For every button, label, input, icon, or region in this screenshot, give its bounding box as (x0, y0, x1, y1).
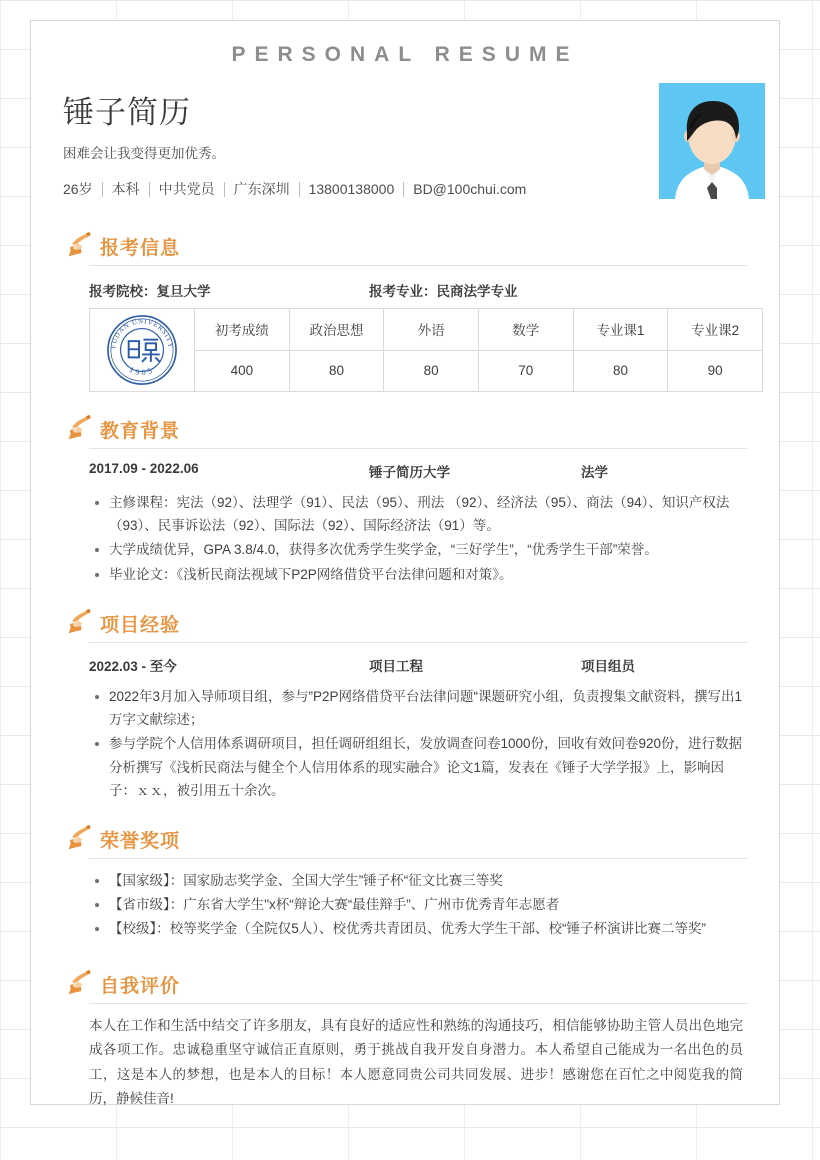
contact-phone: 13800138000 (308, 181, 395, 197)
section-divider (89, 642, 747, 643)
contact-location: 广东深圳 (233, 181, 290, 197)
section-header (63, 412, 747, 442)
svg-text:1905: 1905 (127, 364, 157, 378)
svg-text:FUDAN UNIVERSITY: FUDAN UNIVERSITY (109, 317, 175, 350)
section-title: 自我评价 (100, 975, 181, 997)
candidate-motto: 困难会让我变得更加优秀。 (63, 146, 225, 161)
self-evaluation-text: 本人在工作和生活中结交了许多朋友，具有良好的适应性和熟练的沟通技巧，相信能够协助主管人员出色地完成各项工作。忠诚稳重坚守诚信正直原则，勇于挑战自我开发自身潜力。本人希望自己能成为一名出色的员工，这是本人的梦想，也是本人的目标！本人愿意同贵公司共同发展、进步！感谢您在百忙之中阅览我的简历，静候佳音! (89, 1017, 743, 1107)
contact-email: BD@100chui.com (413, 181, 527, 197)
section-apply-info (31, 229, 779, 392)
list-item: 【校级】：校等奖学金（全院仅5人）、校优秀共青团员、优秀大学生干部、校“锤子杯演讲比赛二等奖” (107, 917, 747, 940)
section-self-evaluation (31, 967, 779, 1112)
table-header-cell: 专业课1 (573, 309, 668, 351)
university-logo-cell (90, 309, 195, 392)
list-item: 【国家级】：国家励志奖学金、全国大学生”锤子杯“征文比赛三等奖 (107, 869, 747, 892)
education-bullet-list (89, 491, 747, 586)
project-period: 2022.03 - 至今 (89, 658, 177, 674)
table-value-cell: 80 (573, 350, 668, 392)
section-divider (89, 265, 747, 266)
section-title: 教育背景 (100, 421, 181, 442)
table-value-cell: 400 (195, 350, 290, 392)
section-header (63, 967, 747, 997)
section-education (31, 412, 779, 586)
section-project-experience (31, 606, 779, 802)
hand-with-pen-icon (63, 967, 93, 997)
hand-with-pen-icon (63, 229, 93, 259)
contact-divider (403, 182, 404, 197)
contact-age: 26岁 (63, 181, 93, 197)
header-section (31, 75, 779, 209)
contact-divider (149, 182, 150, 197)
education-major: 法学 (581, 465, 608, 480)
honors-bullet-list (89, 869, 747, 941)
section-divider (89, 448, 747, 449)
section-honors (31, 822, 779, 941)
contact-divider (224, 182, 225, 197)
table-header-cell: 专业课2 (668, 309, 763, 351)
avatar (659, 83, 765, 199)
candidate-name: 锤子简历 (63, 95, 191, 130)
education-meta-row (89, 461, 747, 481)
project-role: 项目组员 (581, 658, 635, 674)
table-header-cell: 数学 (478, 309, 573, 351)
list-item: 参与学院个人信用体系调研项目，担任调研组组长，发放调查问卷1000份，回收有效问卷920份，进行数据分析撰写《浅析民商法与健全个人信用体系的现实融合》论文1篇，发表在《锤子大学学报》上，影响因子：ｘｘ，被引用五十余次。 (107, 732, 747, 802)
resume-sheet (30, 20, 780, 1105)
project-bullet-list (89, 685, 747, 802)
section-title: 项目经验 (100, 614, 181, 636)
hand-with-pen-icon (63, 412, 93, 442)
contact-political-status: 中共党员 (158, 181, 215, 197)
list-item: 大学成绩优异，GPA 3.8/4.0，获得多次优秀学生奖学金，“三好学生”，“优秀学生干部”荣誉。 (107, 538, 747, 561)
table-header-cell: 外语 (384, 309, 479, 351)
apply-subheader-row (89, 280, 747, 300)
table-row (90, 309, 763, 351)
hand-with-pen-icon (63, 822, 93, 852)
hand-with-pen-icon (63, 606, 93, 636)
project-meta-row (89, 655, 747, 675)
section-header (63, 822, 747, 852)
education-period: 2017.09 - 2022.06 (89, 461, 199, 476)
section-title: 报考信息 (100, 238, 181, 259)
exam-score-table (89, 308, 763, 392)
contact-degree: 本科 (111, 181, 140, 197)
contact-divider (102, 182, 103, 197)
section-divider (89, 858, 747, 859)
fudan-university-seal-icon (105, 313, 179, 387)
list-item: 【省市级】：广东省大学生"x杯“辩论大赛“最佳辩手”、广州市优秀青年志愿者 (107, 893, 747, 916)
table-value-cell: 90 (668, 350, 763, 392)
section-title: 荣誉奖项 (100, 830, 181, 852)
list-item: 毕业论文：《浅析民商法视域下P2P网络借贷平台法律问题和对策》。 (107, 563, 747, 586)
list-item: 2022年3月加入导师项目组，参与”P2P网络借贷平台法律问题“课题研究小组，负责搜集文献资料，撰写出1万字文献综述； (107, 685, 747, 731)
education-school: 锤子简历大学 (369, 465, 450, 480)
table-value-cell: 80 (289, 350, 384, 392)
section-divider (89, 1003, 747, 1004)
list-item: 主修课程：宪法（92）、法理学（91）、民法（95）、刑法 （92）、经济法（95）、商法（94）、知识产权法（93）、民事诉讼法（92）、国际法（92）、国际经济法（91）等。 (107, 491, 747, 537)
contact-line (63, 179, 747, 199)
contact-divider (299, 182, 300, 197)
table-header-cell: 初考成绩 (195, 309, 290, 351)
avatar-portrait-icon (659, 83, 765, 199)
apply-major: 报考专业：民商法学专业 (369, 284, 518, 299)
project-name: 项目工程 (369, 658, 423, 674)
section-header (63, 606, 747, 636)
resume-banner-title: PERSONAL RESUME (231, 43, 579, 66)
apply-school: 报考院校：复旦大学 (89, 284, 211, 299)
table-value-cell: 80 (384, 350, 479, 392)
section-header (63, 229, 747, 259)
table-header-cell: 政治思想 (289, 309, 384, 351)
table-value-cell: 70 (478, 350, 573, 392)
